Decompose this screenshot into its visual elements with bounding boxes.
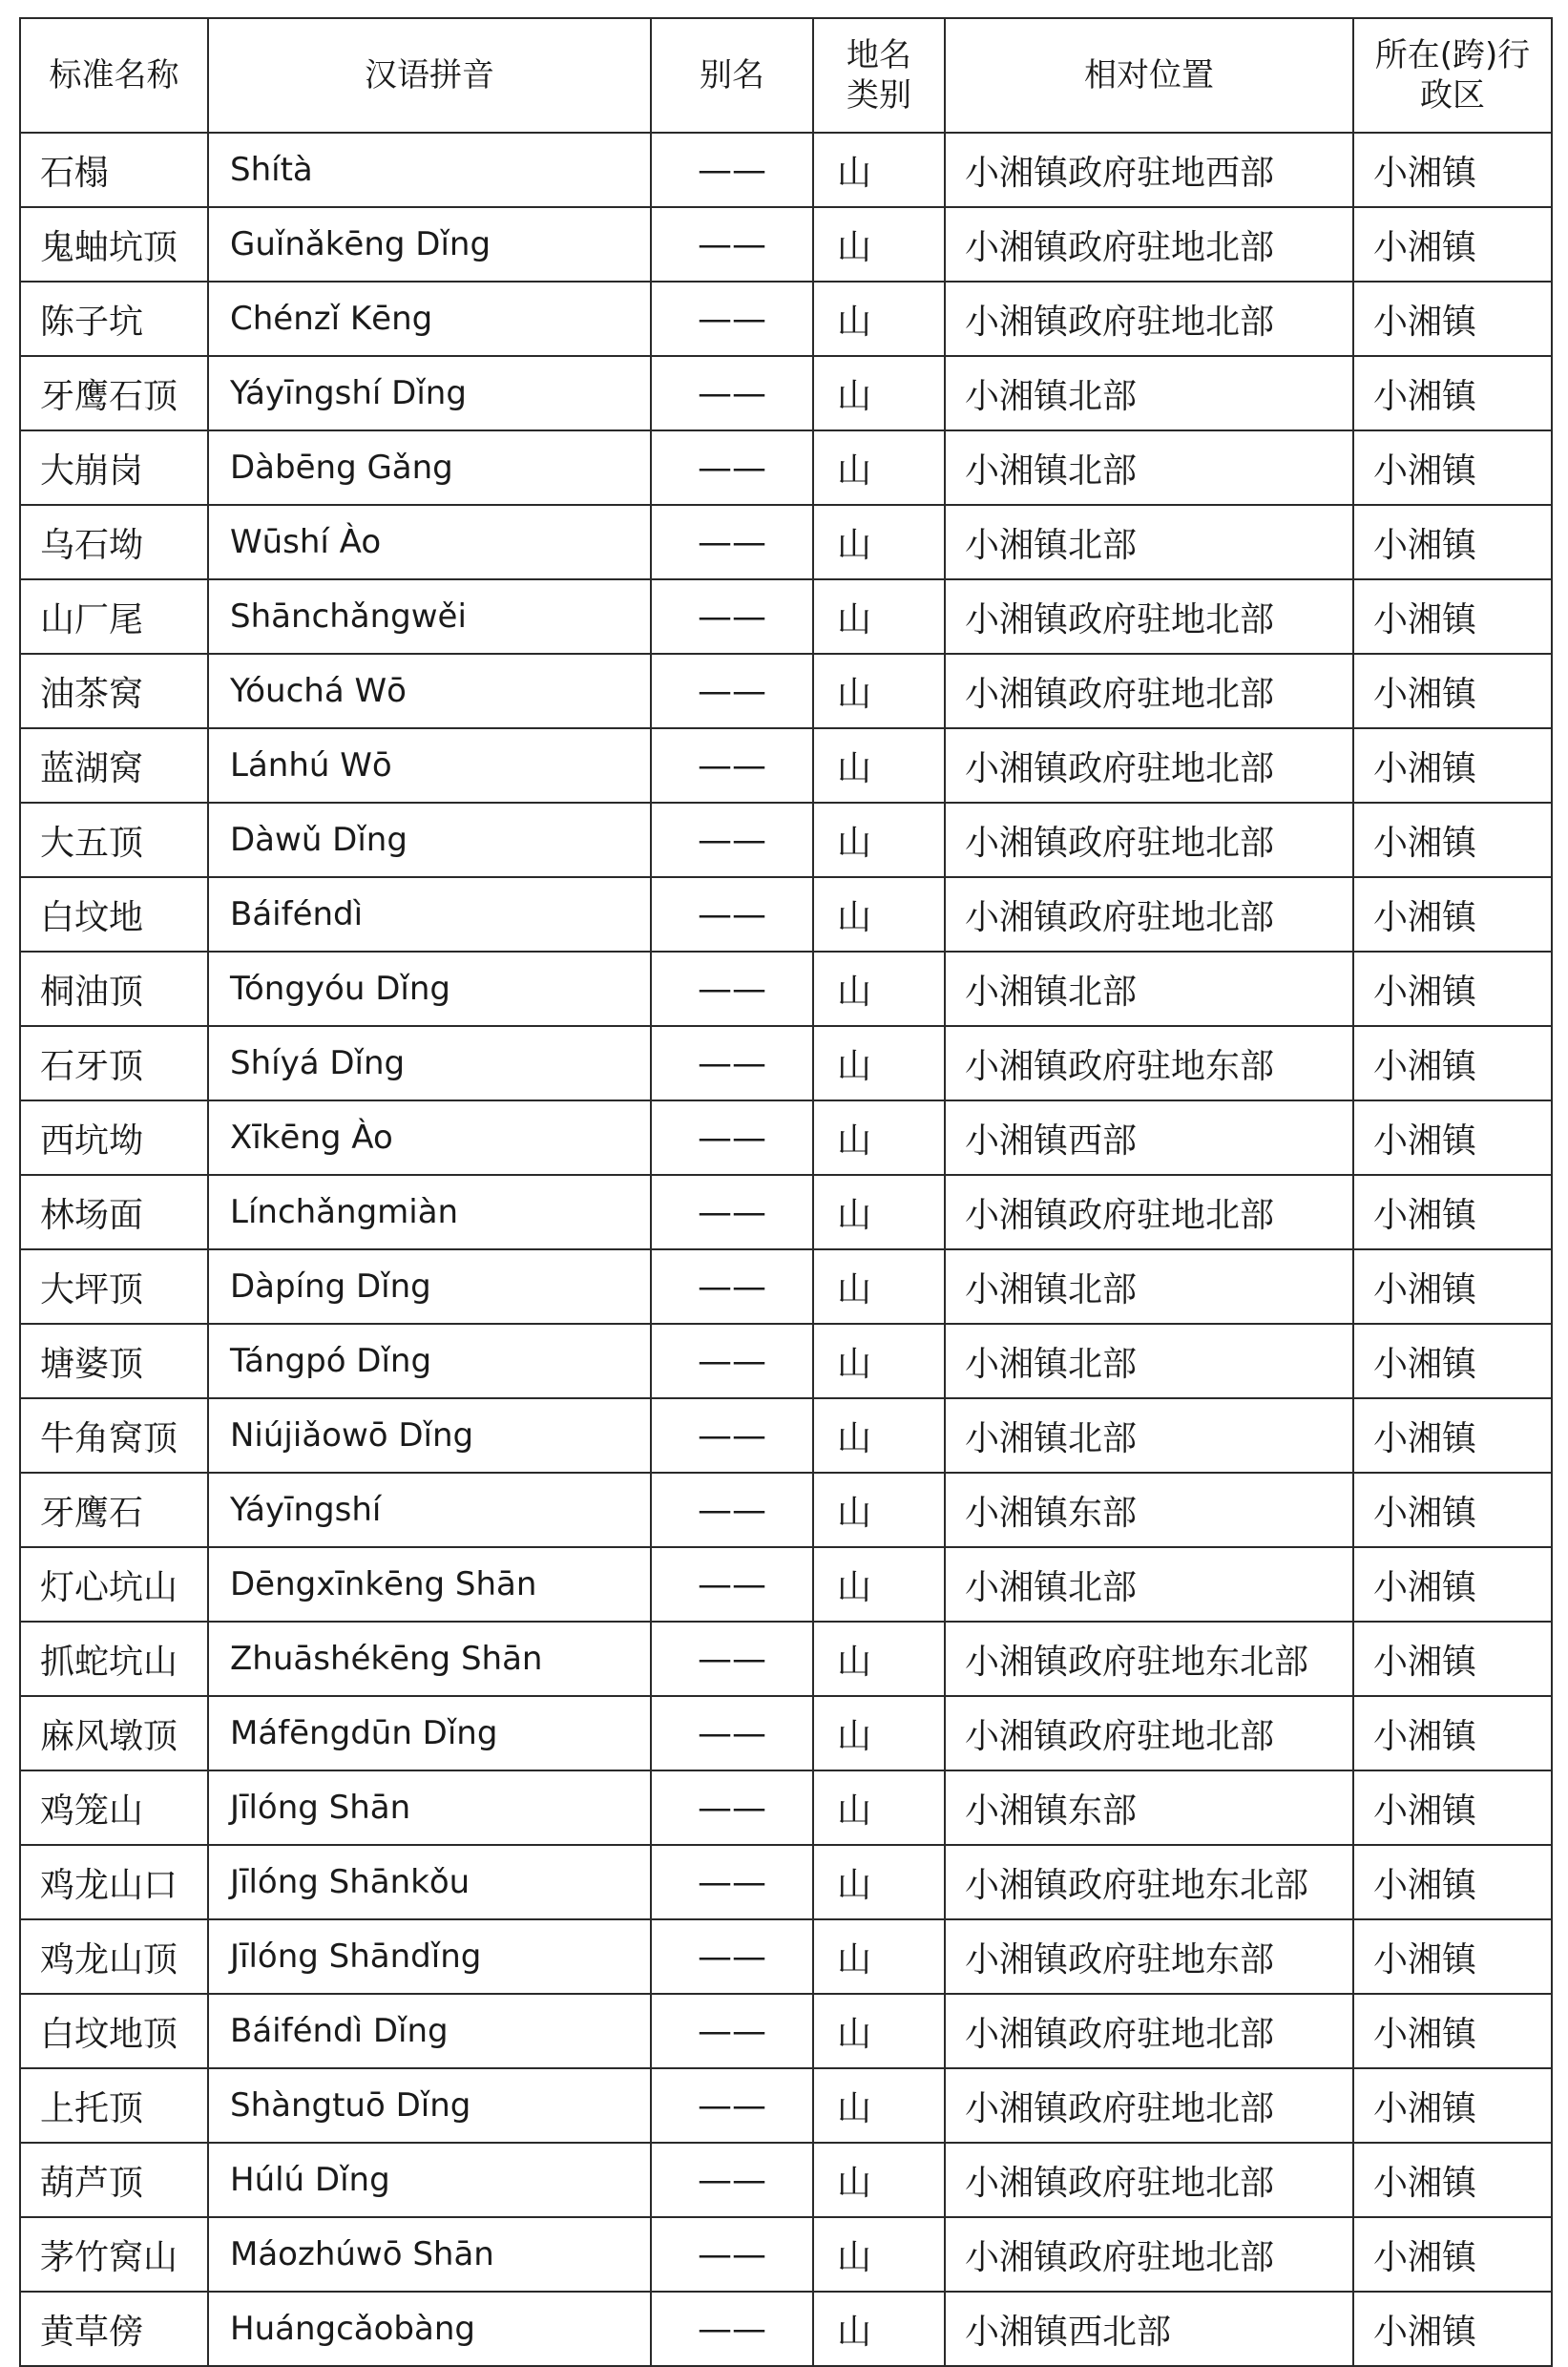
cell-place-type: 山 [813, 207, 945, 282]
cell-admin-region: 小湘镇 [1353, 430, 1552, 505]
cell-alias: —— [651, 356, 813, 430]
cell-standard-name: 大坪顶 [20, 1249, 208, 1324]
cell-place-type: 山 [813, 877, 945, 952]
cell-place-type: 山 [813, 2143, 945, 2217]
cell-relative-location: 小湘镇北部 [945, 505, 1353, 579]
cell-relative-location: 小湘镇政府驻地北部 [945, 728, 1353, 803]
cell-relative-location: 小湘镇政府驻地北部 [945, 2143, 1353, 2217]
cell-place-type: 山 [813, 356, 945, 430]
table-header-row [20, 18, 1552, 133]
cell-place-type: 山 [813, 1919, 945, 1994]
cell-relative-location: 小湘镇政府驻地北部 [945, 1696, 1353, 1770]
cell-pinyin: Yáyīngshí Dǐng [208, 356, 651, 430]
cell-admin-region: 小湘镇 [1353, 1919, 1552, 1994]
cell-relative-location: 小湘镇政府驻地北部 [945, 2217, 1353, 2292]
cell-place-type: 山 [813, 1175, 945, 1249]
cell-admin-region: 小湘镇 [1353, 2217, 1552, 2292]
cell-alias: —— [651, 1547, 813, 1622]
cell-standard-name: 蓝湖窝 [20, 728, 208, 803]
header-pinyin: 汉语拼音 [208, 18, 651, 133]
cell-relative-location: 小湘镇政府驻地北部 [945, 877, 1353, 952]
cell-alias: —— [651, 1175, 813, 1249]
cell-admin-region: 小湘镇 [1353, 1100, 1552, 1175]
table-row [20, 654, 1552, 728]
table-row [20, 2217, 1552, 2292]
cell-standard-name: 黄草傍 [20, 2292, 208, 2366]
cell-standard-name: 麻风墩顶 [20, 1696, 208, 1770]
cell-pinyin: Dàbēng Gǎng [208, 430, 651, 505]
cell-admin-region: 小湘镇 [1353, 282, 1552, 356]
cell-pinyin: Chénzǐ Kēng [208, 282, 651, 356]
cell-relative-location: 小湘镇政府驻地北部 [945, 282, 1353, 356]
cell-alias: —— [651, 877, 813, 952]
cell-standard-name: 鸡龙山口 [20, 1845, 208, 1919]
header-place-type: 地名类别 [813, 18, 945, 133]
cell-place-type: 山 [813, 1845, 945, 1919]
table-row [20, 1770, 1552, 1845]
cell-pinyin: Niújiǎowō Dǐng [208, 1398, 651, 1473]
table-row [20, 1845, 1552, 1919]
cell-place-type: 山 [813, 1770, 945, 1845]
cell-admin-region: 小湘镇 [1353, 2292, 1552, 2366]
cell-standard-name: 乌石坳 [20, 505, 208, 579]
cell-admin-region: 小湘镇 [1353, 2068, 1552, 2143]
cell-alias: —— [651, 282, 813, 356]
cell-standard-name: 茅竹窝山 [20, 2217, 208, 2292]
cell-place-type: 山 [813, 1398, 945, 1473]
cell-alias: —— [651, 2217, 813, 2292]
cell-alias: —— [651, 1249, 813, 1324]
cell-alias: —— [651, 2068, 813, 2143]
cell-pinyin: Guǐnǎkēng Dǐng [208, 207, 651, 282]
cell-relative-location: 小湘镇政府驻地东部 [945, 1919, 1353, 1994]
cell-place-type: 山 [813, 952, 945, 1026]
cell-alias: —— [651, 1845, 813, 1919]
cell-pinyin: Dàwǔ Dǐng [208, 803, 651, 877]
cell-relative-location: 小湘镇政府驻地北部 [945, 803, 1353, 877]
table-row [20, 430, 1552, 505]
table-row [20, 1473, 1552, 1547]
cell-relative-location: 小湘镇东部 [945, 1770, 1353, 1845]
cell-standard-name: 大崩岗 [20, 430, 208, 505]
cell-relative-location: 小湘镇西部 [945, 1100, 1353, 1175]
cell-standard-name: 山厂尾 [20, 579, 208, 654]
table-row [20, 207, 1552, 282]
cell-place-type: 山 [813, 2217, 945, 2292]
cell-standard-name: 陈子坑 [20, 282, 208, 356]
cell-place-type: 山 [813, 430, 945, 505]
cell-pinyin: Yóuchá Wō [208, 654, 651, 728]
header-relative-location: 相对位置 [945, 18, 1353, 133]
cell-place-type: 山 [813, 2068, 945, 2143]
cell-admin-region: 小湘镇 [1353, 1845, 1552, 1919]
header-alias: 别名 [651, 18, 813, 133]
cell-alias: —— [651, 803, 813, 877]
cell-place-type: 山 [813, 1473, 945, 1547]
header-admin-region: 所在(跨)行政区 [1353, 18, 1552, 133]
cell-admin-region: 小湘镇 [1353, 877, 1552, 952]
cell-relative-location: 小湘镇北部 [945, 1324, 1353, 1398]
cell-place-type: 山 [813, 2292, 945, 2366]
cell-relative-location: 小湘镇政府驻地北部 [945, 579, 1353, 654]
table-row [20, 1547, 1552, 1622]
cell-admin-region: 小湘镇 [1353, 1547, 1552, 1622]
cell-pinyin: Huángcǎobàng [208, 2292, 651, 2366]
cell-standard-name: 西坑坳 [20, 1100, 208, 1175]
table-row [20, 1100, 1552, 1175]
cell-standard-name: 桐油顶 [20, 952, 208, 1026]
cell-place-type: 山 [813, 1622, 945, 1696]
cell-alias: —— [651, 430, 813, 505]
cell-admin-region: 小湘镇 [1353, 1473, 1552, 1547]
cell-alias: —— [651, 952, 813, 1026]
cell-pinyin: Línchǎngmiàn [208, 1175, 651, 1249]
table-row [20, 2068, 1552, 2143]
header-standard-name: 标准名称 [20, 18, 208, 133]
cell-pinyin: Shānchǎngwěi [208, 579, 651, 654]
cell-admin-region: 小湘镇 [1353, 1770, 1552, 1845]
cell-pinyin: Máozhúwō Shān [208, 2217, 651, 2292]
table-row [20, 579, 1552, 654]
table-row [20, 133, 1552, 207]
cell-relative-location: 小湘镇政府驻地北部 [945, 207, 1353, 282]
cell-relative-location: 小湘镇政府驻地北部 [945, 1994, 1353, 2068]
table-row [20, 1175, 1552, 1249]
cell-admin-region: 小湘镇 [1353, 579, 1552, 654]
cell-relative-location: 小湘镇北部 [945, 1547, 1353, 1622]
cell-pinyin: Jīlóng Shān [208, 1770, 651, 1845]
table-row [20, 505, 1552, 579]
cell-pinyin: Shítà [208, 133, 651, 207]
cell-admin-region: 小湘镇 [1353, 803, 1552, 877]
cell-pinyin: Dēngxīnkēng Shān [208, 1547, 651, 1622]
cell-pinyin: Jīlóng Shānkǒu [208, 1845, 651, 1919]
cell-place-type: 山 [813, 1547, 945, 1622]
cell-standard-name: 牙鹰石顶 [20, 356, 208, 430]
cell-standard-name: 石榻 [20, 133, 208, 207]
cell-place-type: 山 [813, 1249, 945, 1324]
cell-place-type: 山 [813, 803, 945, 877]
cell-admin-region: 小湘镇 [1353, 1175, 1552, 1249]
cell-standard-name: 石牙顶 [20, 1026, 208, 1100]
cell-pinyin: Zhuāshékēng Shān [208, 1622, 651, 1696]
cell-pinyin: Báiféndì Dǐng [208, 1994, 651, 2068]
table-row [20, 1398, 1552, 1473]
cell-place-type: 山 [813, 1026, 945, 1100]
cell-admin-region: 小湘镇 [1353, 1026, 1552, 1100]
cell-place-type: 山 [813, 728, 945, 803]
table-row [20, 1249, 1552, 1324]
cell-alias: —— [651, 1919, 813, 1994]
cell-relative-location: 小湘镇北部 [945, 430, 1353, 505]
cell-alias: —— [651, 728, 813, 803]
table-row [20, 1324, 1552, 1398]
cell-place-type: 山 [813, 505, 945, 579]
cell-alias: —— [651, 1398, 813, 1473]
place-name-table [19, 17, 1553, 2367]
cell-pinyin: Shíyá Dǐng [208, 1026, 651, 1100]
table-row [20, 2143, 1552, 2217]
cell-place-type: 山 [813, 1696, 945, 1770]
cell-admin-region: 小湘镇 [1353, 728, 1552, 803]
cell-pinyin: Wūshí Ào [208, 505, 651, 579]
cell-place-type: 山 [813, 282, 945, 356]
cell-standard-name: 鸡笼山 [20, 1770, 208, 1845]
cell-standard-name: 林场面 [20, 1175, 208, 1249]
cell-standard-name: 抓蛇坑山 [20, 1622, 208, 1696]
table-row [20, 1994, 1552, 2068]
cell-relative-location: 小湘镇政府驻地北部 [945, 2068, 1353, 2143]
cell-pinyin: Dàpíng Dǐng [208, 1249, 651, 1324]
cell-admin-region: 小湘镇 [1353, 356, 1552, 430]
cell-relative-location: 小湘镇东部 [945, 1473, 1353, 1547]
cell-alias: —— [651, 1473, 813, 1547]
table-row [20, 1026, 1552, 1100]
cell-alias: —— [651, 1100, 813, 1175]
cell-standard-name: 上托顶 [20, 2068, 208, 2143]
cell-pinyin: Báiféndì [208, 877, 651, 952]
cell-pinyin: Máfēngdūn Dǐng [208, 1696, 651, 1770]
cell-alias: —— [651, 1696, 813, 1770]
cell-relative-location: 小湘镇政府驻地东北部 [945, 1622, 1353, 1696]
cell-admin-region: 小湘镇 [1353, 1324, 1552, 1398]
cell-admin-region: 小湘镇 [1353, 952, 1552, 1026]
cell-pinyin: Lánhú Wō [208, 728, 651, 803]
table-row [20, 2292, 1552, 2366]
cell-alias: —— [651, 133, 813, 207]
table-row [20, 877, 1552, 952]
cell-standard-name: 鬼蚰坑顶 [20, 207, 208, 282]
cell-standard-name: 葫芦顶 [20, 2143, 208, 2217]
cell-admin-region: 小湘镇 [1353, 505, 1552, 579]
cell-standard-name: 牛角窝顶 [20, 1398, 208, 1473]
cell-standard-name: 油茶窝 [20, 654, 208, 728]
cell-standard-name: 牙鹰石 [20, 1473, 208, 1547]
cell-alias: —— [651, 1994, 813, 2068]
table-row [20, 356, 1552, 430]
cell-relative-location: 小湘镇政府驻地东部 [945, 1026, 1353, 1100]
cell-place-type: 山 [813, 1994, 945, 2068]
table-row [20, 1696, 1552, 1770]
table-row [20, 803, 1552, 877]
cell-alias: —— [651, 1324, 813, 1398]
cell-alias: —— [651, 505, 813, 579]
cell-admin-region: 小湘镇 [1353, 207, 1552, 282]
cell-relative-location: 小湘镇北部 [945, 1398, 1353, 1473]
cell-admin-region: 小湘镇 [1353, 1249, 1552, 1324]
cell-pinyin: Tóngyóu Dǐng [208, 952, 651, 1026]
cell-admin-region: 小湘镇 [1353, 654, 1552, 728]
cell-relative-location: 小湘镇政府驻地北部 [945, 1175, 1353, 1249]
cell-pinyin: Shàngtuō Dǐng [208, 2068, 651, 2143]
cell-standard-name: 白坟地 [20, 877, 208, 952]
table-row [20, 1622, 1552, 1696]
table-row [20, 282, 1552, 356]
cell-alias: —— [651, 2143, 813, 2217]
cell-relative-location: 小湘镇政府驻地西部 [945, 133, 1353, 207]
cell-relative-location: 小湘镇北部 [945, 356, 1353, 430]
cell-standard-name: 鸡龙山顶 [20, 1919, 208, 1994]
cell-relative-location: 小湘镇政府驻地北部 [945, 654, 1353, 728]
cell-alias: —— [651, 1026, 813, 1100]
cell-alias: —— [651, 654, 813, 728]
cell-admin-region: 小湘镇 [1353, 1696, 1552, 1770]
cell-pinyin: Tángpó Dǐng [208, 1324, 651, 1398]
cell-relative-location: 小湘镇政府驻地东北部 [945, 1845, 1353, 1919]
cell-standard-name: 白坟地顶 [20, 1994, 208, 2068]
cell-relative-location: 小湘镇西北部 [945, 2292, 1353, 2366]
cell-place-type: 山 [813, 1100, 945, 1175]
table-row [20, 728, 1552, 803]
cell-alias: —— [651, 579, 813, 654]
cell-relative-location: 小湘镇北部 [945, 952, 1353, 1026]
cell-alias: —— [651, 207, 813, 282]
cell-pinyin: Yáyīngshí [208, 1473, 651, 1547]
cell-admin-region: 小湘镇 [1353, 2143, 1552, 2217]
cell-pinyin: Xīkēng Ào [208, 1100, 651, 1175]
cell-alias: —— [651, 1622, 813, 1696]
cell-place-type: 山 [813, 133, 945, 207]
cell-admin-region: 小湘镇 [1353, 1622, 1552, 1696]
cell-admin-region: 小湘镇 [1353, 133, 1552, 207]
cell-pinyin: Húlú Dǐng [208, 2143, 651, 2217]
cell-place-type: 山 [813, 579, 945, 654]
table-row [20, 1919, 1552, 1994]
cell-standard-name: 大五顶 [20, 803, 208, 877]
cell-alias: —— [651, 1770, 813, 1845]
table-body [20, 133, 1552, 2366]
cell-place-type: 山 [813, 1324, 945, 1398]
cell-place-type: 山 [813, 654, 945, 728]
cell-admin-region: 小湘镇 [1353, 1994, 1552, 2068]
table-row [20, 952, 1552, 1026]
cell-pinyin: Jīlóng Shāndǐng [208, 1919, 651, 1994]
cell-relative-location: 小湘镇北部 [945, 1249, 1353, 1324]
cell-admin-region: 小湘镇 [1353, 1398, 1552, 1473]
cell-standard-name: 灯心坑山 [20, 1547, 208, 1622]
cell-standard-name: 塘婆顶 [20, 1324, 208, 1398]
cell-alias: —— [651, 2292, 813, 2366]
